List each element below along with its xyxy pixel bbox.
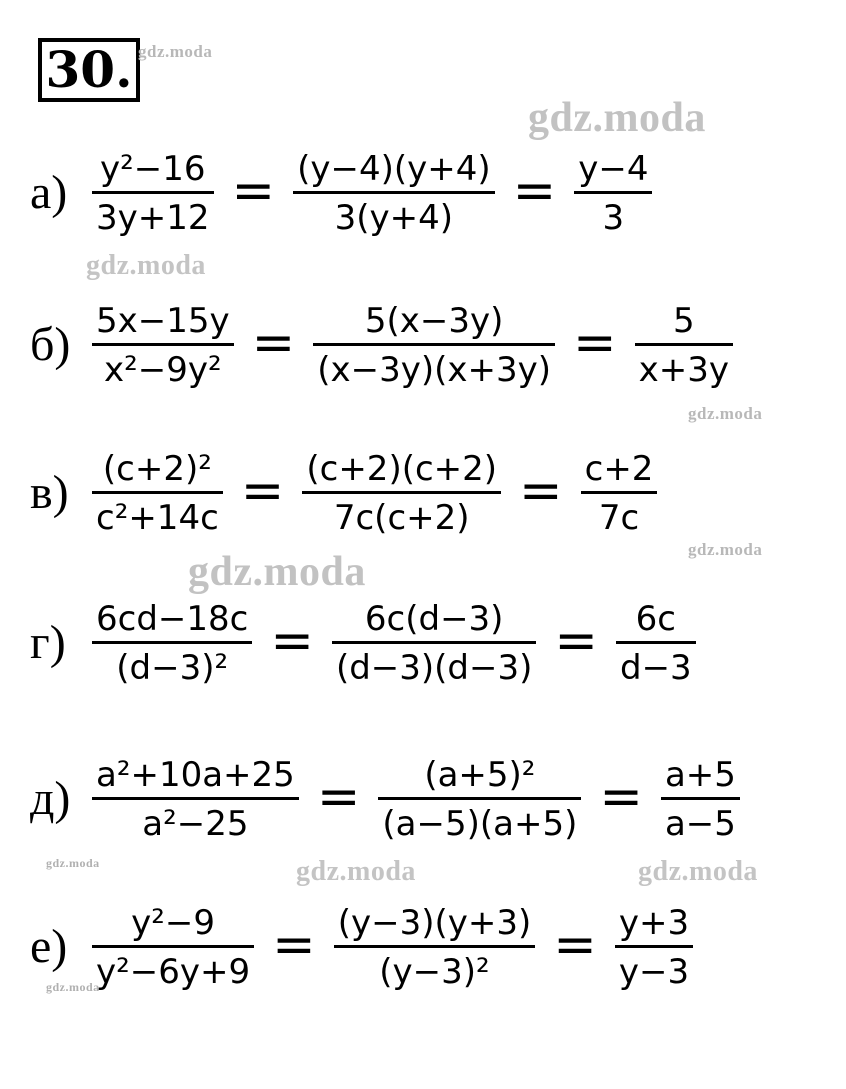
denominator: (d−3)² [116, 647, 229, 688]
denominator: a²−25 [142, 803, 249, 844]
denominator: (d−3)(d−3) [335, 647, 533, 688]
fraction [92, 148, 214, 238]
equals-sign: = [231, 161, 276, 221]
fraction [616, 598, 696, 688]
denominator: (x−3y)(x+3y) [317, 349, 552, 390]
fraction [378, 754, 581, 844]
fraction [574, 148, 652, 238]
equals-sign: = [553, 915, 597, 975]
denominator: x²−9y² [104, 349, 222, 390]
equals-sign: = [512, 161, 557, 221]
equals-sign: = [554, 611, 598, 671]
fraction [92, 902, 254, 992]
equals-sign: = [316, 767, 361, 827]
fraction [92, 754, 299, 844]
denominator: (y−3)² [379, 951, 490, 992]
denominator: c²+14c [96, 497, 219, 538]
watermark: gdz.moda [296, 856, 416, 887]
equation-row-g [30, 588, 696, 698]
numerator: y²−9 [131, 902, 215, 943]
row-label: в) [30, 466, 69, 519]
equation-row-d [30, 744, 740, 854]
numerator: a+5 [664, 754, 736, 795]
fraction [581, 448, 658, 538]
watermark: gdz.moda [188, 549, 366, 595]
denominator: 3 [602, 197, 625, 238]
numerator: (y−3)(y+3) [337, 902, 532, 943]
fraction [302, 448, 501, 538]
equals-sign: = [573, 313, 617, 373]
denominator: 3y+12 [96, 197, 210, 238]
fraction [313, 300, 555, 390]
watermark: gdz.moda [638, 856, 758, 887]
numerator: y²−16 [100, 148, 206, 189]
equation-row-b [30, 290, 733, 400]
numerator: y+3 [618, 902, 690, 943]
denominator: 3(y+4) [334, 197, 454, 238]
fraction [334, 902, 536, 992]
problem-number: 30. [38, 38, 140, 102]
numerator: (a+5)² [424, 754, 536, 795]
denominator: y²−6y+9 [96, 951, 251, 992]
watermark: gdz.moda [688, 540, 763, 559]
equation-row-e [30, 892, 693, 1002]
row-label: е) [30, 920, 68, 973]
denominator: a−5 [664, 803, 736, 844]
row-label: а) [30, 166, 68, 219]
fraction [661, 754, 740, 844]
watermark: gdz.moda [46, 980, 100, 994]
watermark: gdz.moda [688, 404, 763, 423]
watermark: gdz.moda [46, 856, 100, 870]
equals-sign: = [519, 461, 563, 521]
numerator: (c+2)² [102, 448, 212, 489]
fraction [615, 902, 693, 992]
numerator: a²+10a+25 [96, 754, 295, 795]
fraction [635, 300, 733, 390]
numerator: 5(x−3y) [364, 300, 504, 341]
row-label: д) [30, 772, 71, 825]
numerator: 5x−15y [96, 300, 230, 341]
numerator: (c+2)(c+2) [306, 448, 498, 489]
denominator: (a−5)(a+5) [382, 803, 578, 844]
fraction [293, 148, 495, 238]
numerator: y−4 [578, 148, 649, 189]
fraction [92, 448, 223, 538]
equals-sign: = [270, 611, 314, 671]
equals-sign: = [240, 461, 285, 521]
equals-sign: = [272, 915, 316, 975]
denominator: d−3 [619, 647, 692, 688]
denominator: 7c(c+2) [333, 497, 470, 538]
equation-row-v [30, 438, 657, 548]
equals-sign: = [251, 313, 296, 373]
watermark: gdz.moda [138, 42, 213, 61]
numerator: 6c(d−3) [364, 598, 504, 639]
numerator: (y−4)(y+4) [297, 148, 491, 189]
denominator: x+3y [638, 349, 729, 390]
fraction [92, 300, 234, 390]
denominator: y−3 [618, 951, 690, 992]
equals-sign: = [599, 767, 643, 827]
numerator: c+2 [584, 448, 654, 489]
watermark: gdz.moda [86, 250, 206, 281]
fraction [92, 598, 252, 688]
row-label: б) [30, 318, 71, 371]
equation-row-a [30, 138, 652, 248]
denominator: 7c [598, 497, 640, 538]
numerator: 6c [635, 598, 676, 639]
row-label: г) [30, 616, 66, 669]
fraction [332, 598, 536, 688]
numerator: 6cd−18c [96, 598, 249, 639]
numerator: 5 [672, 300, 695, 341]
watermark: gdz.moda [528, 95, 706, 141]
